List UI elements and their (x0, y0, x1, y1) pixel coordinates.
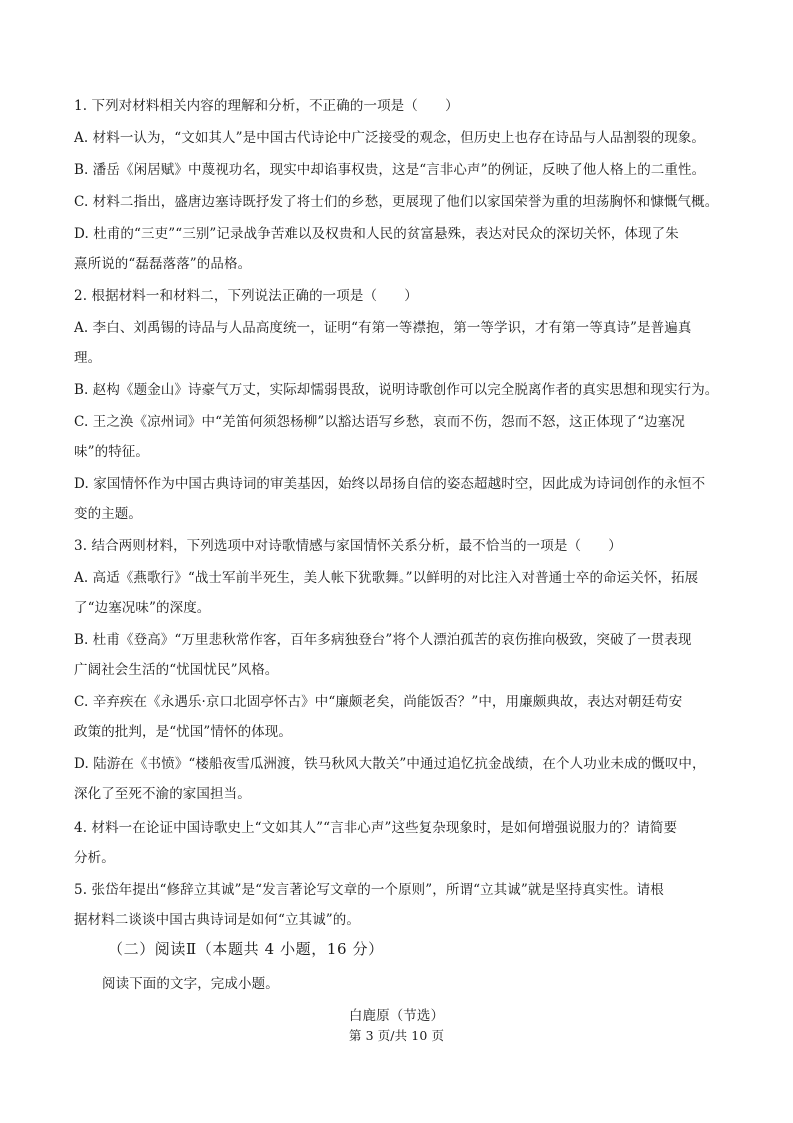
question-4: 4. 材料一在论证中国诗歌史上“文如其人”“言非心声”这些复杂现象时，是如何增强说服力的？请简要 (74, 820, 678, 836)
q3-option-c: C. 辛弃疾在《永遇乐·京口北固亭怀古》中“廉颇老矣，尚能饭否？”中，用廉颇典故，表达对朝廷苟安 (74, 694, 683, 710)
question-5: 5. 张岱年提出“修辞立其诚”是“发言著论写文章的一个原则”，所谓“立其诚”就是坚持真实性。请根 (74, 882, 664, 898)
q2-option-d-cont: 变的主题。 (74, 506, 142, 522)
q3-option-a-cont: 了“边塞况味”的深度。 (74, 600, 211, 616)
q2-option-a: A. 李白、刘禹锡的诗品与人品高度统一，证明“有第一等襟抱，第一等学识，才有第一等真诗”是普遍真 (74, 320, 692, 336)
q3-option-d-cont: 深化了至死不渝的家国担当。 (74, 786, 251, 802)
q1-option-c: C. 材料二指出，盛唐边塞诗既抒发了将士们的乡愁，更展现了他们以家国荣誉为重的坦荡胸怀和慷慨气概。 (74, 194, 719, 210)
question-3: 3. 结合两则材料，下列选项中对诗歌情感与家国情怀关系分析，最不恰当的一项是（ ） (74, 538, 622, 554)
q2-option-c: C. 王之涣《凉州词》中“羌笛何须怨杨柳”以豁达语写乡愁，哀而不伤，怨而不怒，这正体现了“边塞况 (74, 414, 685, 430)
question-1: 1. 下列对材料相关内容的理解和分析，不正确的一项是（ ） (74, 98, 459, 114)
q1-option-d: D. 杜甫的“三吏”“三别”记录战争苦难以及权贵和人民的贫富悬殊，表达对民众的深切关怀，体现了朱 (74, 226, 679, 242)
section-heading: （二）阅读Ⅱ（本题共 4 小题，16 分） (108, 940, 384, 958)
q2-option-a-cont: 理。 (74, 350, 102, 366)
q1-option-b: B. 潘岳《闲居赋》中蔑视功名，现实中却谄事权贵，这是“言非心声”的例证，反映了他人格上的二重性。 (74, 162, 706, 178)
q1-option-d-cont: 熹所说的“磊磊落落”的品格。 (74, 256, 252, 272)
q1-option-a: A. 材料一认为，“文如其人”是中国古代诗论中广泛接受的观念，但历史上也存在诗品与人品割裂的现象。 (74, 130, 706, 146)
q2-option-c-cont: 味”的特征。 (74, 444, 150, 460)
page-footer: 第 3 页/共 10 页 (348, 1028, 445, 1043)
passage-title: 白鹿原（节选） (348, 1008, 445, 1024)
question-5-cont: 据材料二谈谈中国古典诗词是如何“立其诚”的。 (74, 912, 361, 928)
question-2: 2. 根据材料一和材料二，下列说法正确的一项是（ ） (74, 288, 418, 304)
question-4-cont: 分析。 (74, 850, 115, 866)
q3-option-d: D. 陆游在《书愤》“楼船夜雪瓜洲渡，铁马秋风大散关”中通过追忆抗金战绩，在个人功业未成的慨叹中， (74, 756, 706, 772)
q2-option-b: B. 赵构《题金山》诗豪气万丈，实际却懦弱畏敌，说明诗歌创作可以完全脱离作者的真实思想和现实行为。 (74, 382, 719, 398)
q3-option-b: B. 杜甫《登高》“万里悲秋常作客，百年多病独登台”将个人漂泊孤苦的哀伤推向极致，突破了一贯表现 (74, 632, 692, 648)
q3-option-a: A. 高适《燕歌行》“战士军前半死生，美人帐下犹歌舞。”以鲜明的对比注入对普通士卒的命运关怀，拓展 (74, 570, 699, 586)
q2-option-d: D. 家国情怀作为中国古典诗词的审美基因，始终以昂扬自信的姿态超越时空，因此成为诗词创作的永恒不 (74, 476, 706, 492)
q3-option-b-cont: 广阔社会生活的“忧国忧民”风格。 (74, 662, 279, 678)
reading-instruction: 阅读下面的文字，完成小题。 (102, 976, 279, 992)
q3-option-c-cont: 政策的批判，是“忧国”情怀的体现。 (74, 724, 293, 740)
